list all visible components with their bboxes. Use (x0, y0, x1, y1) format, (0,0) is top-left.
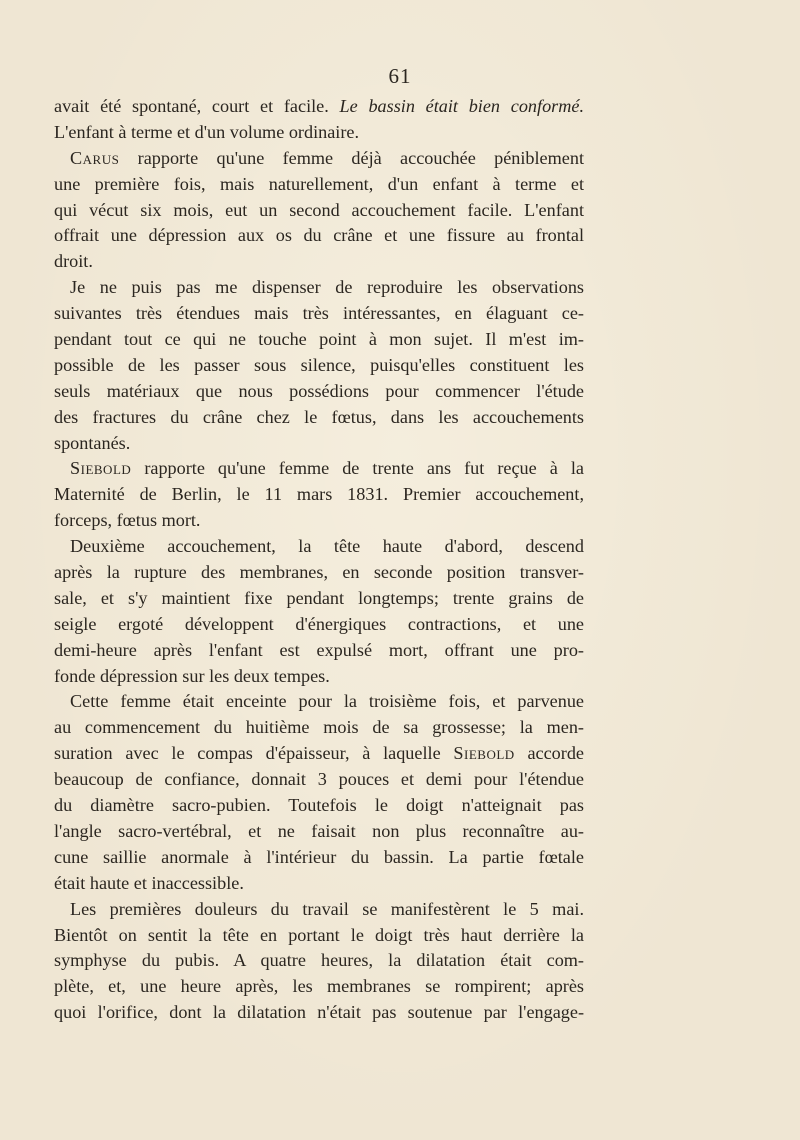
line-text: L'enfant à terme et d'un volume ordinaire. (54, 121, 360, 142)
line-text: beaucoup de confiance, donnait 3 pouces et demi pour l'étendue (54, 769, 584, 790)
line-text: demi-heure après l'enfant est expulsé mort, offrant une pro- (54, 639, 584, 660)
text-line (54, 974, 584, 1000)
text-line (54, 275, 584, 301)
line-text: au commencement du huitième mois de sa grossesse; la men- (54, 717, 584, 738)
text-line (54, 379, 584, 405)
text-line (54, 586, 584, 612)
line-text: Cette femme était enceinte pour la troisième fois, et parvenue (70, 691, 584, 712)
line-text: après la rupture des membranes, en seconde position transver- (54, 562, 584, 583)
line-text: qui vécut six mois, eut un second accouchement facile. L'enfant (54, 199, 584, 220)
line-text: Les premières douleurs du travail se manifestèrent le 5 mai. (70, 898, 584, 919)
line-text: offrait une dépression aux os du crâne et une fissure au frontal (54, 225, 584, 246)
line-text: suration avec le compas d'épaisseur, à laquelle (54, 743, 454, 764)
line-text: accorde (514, 743, 584, 764)
line-text: seigle ergoté développent d'énergiques contractions, et une (54, 613, 584, 634)
emphasis-text: Le bassin était bien conformé. (339, 96, 584, 116)
text-line (54, 223, 584, 249)
text-line (54, 767, 584, 793)
text-line (54, 327, 584, 353)
text-line (54, 819, 584, 845)
text-line (54, 301, 584, 327)
text-line (54, 871, 584, 897)
line-text: forceps, fœtus mort. (54, 510, 201, 531)
line-text: des fractures du crâne chez le fœtus, dans les accouchements (54, 406, 584, 427)
line-text: sale, et s'y maintient fixe pendant longtemps; trente grains de (54, 587, 584, 608)
text-line (54, 638, 584, 664)
text-line (54, 664, 584, 690)
body-text (54, 94, 584, 1026)
line-text: était haute et inaccessible. (54, 872, 244, 893)
page-number: 61 (388, 64, 412, 88)
text-line (54, 897, 584, 923)
text-line (54, 353, 584, 379)
text-line (54, 146, 584, 172)
text-line (54, 715, 584, 741)
line-text: Deuxième accouchement, la tête haute d'abord, descend (70, 536, 584, 557)
line-text: seuls matériaux que nous possédions pour commencer l'étude (54, 380, 584, 401)
author-name: Siebold (453, 743, 515, 764)
author-name: Siebold (70, 458, 132, 479)
line-text: symphyse du pubis. A quatre heures, la dilatation était com- (54, 950, 584, 971)
text-line (54, 948, 584, 974)
text-line (54, 249, 584, 275)
text-line (54, 741, 584, 767)
text-line (54, 1000, 584, 1026)
line-text: Je ne puis pas me dispenser de reproduire les observations (70, 277, 584, 298)
text-line (54, 172, 584, 198)
text-line (54, 508, 584, 534)
text-line (54, 456, 584, 482)
text-line (54, 560, 584, 586)
line-text: pendant tout ce qui ne touche point à mon sujet. Il m'est im- (54, 329, 584, 350)
text-line (54, 793, 584, 819)
line-text: fonde dépression sur les deux tempes. (54, 665, 330, 686)
text-line (54, 120, 584, 146)
line-text: une première fois, mais naturellement, d'un enfant à terme et (54, 173, 584, 194)
line-text: spontanés. (54, 432, 131, 453)
line-text: rapporte qu'une femme de trente ans fut reçue à la (131, 458, 584, 479)
line-text: Maternité de Berlin, le 11 mars 1831. Premier accouchement, (54, 484, 584, 505)
line-text: plète, et, une heure après, les membranes se rompirent; après (54, 976, 584, 997)
text-line (54, 431, 584, 457)
line-text: rapporte qu'une femme déjà accouchée péniblement (119, 147, 584, 168)
text-line (54, 482, 584, 508)
line-text: quoi l'orifice, dont la dilatation n'était pas soutenue par l'engage- (54, 1002, 584, 1023)
line-text: suivantes très étendues mais très intéressantes, en élaguant ce- (54, 303, 584, 324)
author-name: Carus (70, 147, 120, 168)
line-text: du diamètre sacro-pubien. Toutefois le doigt n'atteignait pas (54, 795, 584, 816)
text-line (54, 198, 584, 224)
text-line (54, 845, 584, 871)
line-text: cune saillie anormale à l'intérieur du bassin. La partie fœtale (54, 846, 584, 867)
text-line (54, 94, 584, 120)
line-text: droit. (54, 251, 93, 272)
line-text: l'angle sacro-vertébral, et ne faisait non plus reconnaître au- (54, 820, 584, 841)
text-line (54, 689, 584, 715)
text-line (54, 612, 584, 638)
line-text: avait été spontané, court et facile. (54, 96, 340, 116)
text-line (54, 534, 584, 560)
line-text: Bientôt on sentit la tête en portant le doigt très haut derrière la (54, 924, 584, 945)
text-line (54, 923, 584, 949)
line-text: possible de les passer sous silence, puisqu'elles constituent les (54, 354, 584, 375)
text-line (54, 405, 584, 431)
